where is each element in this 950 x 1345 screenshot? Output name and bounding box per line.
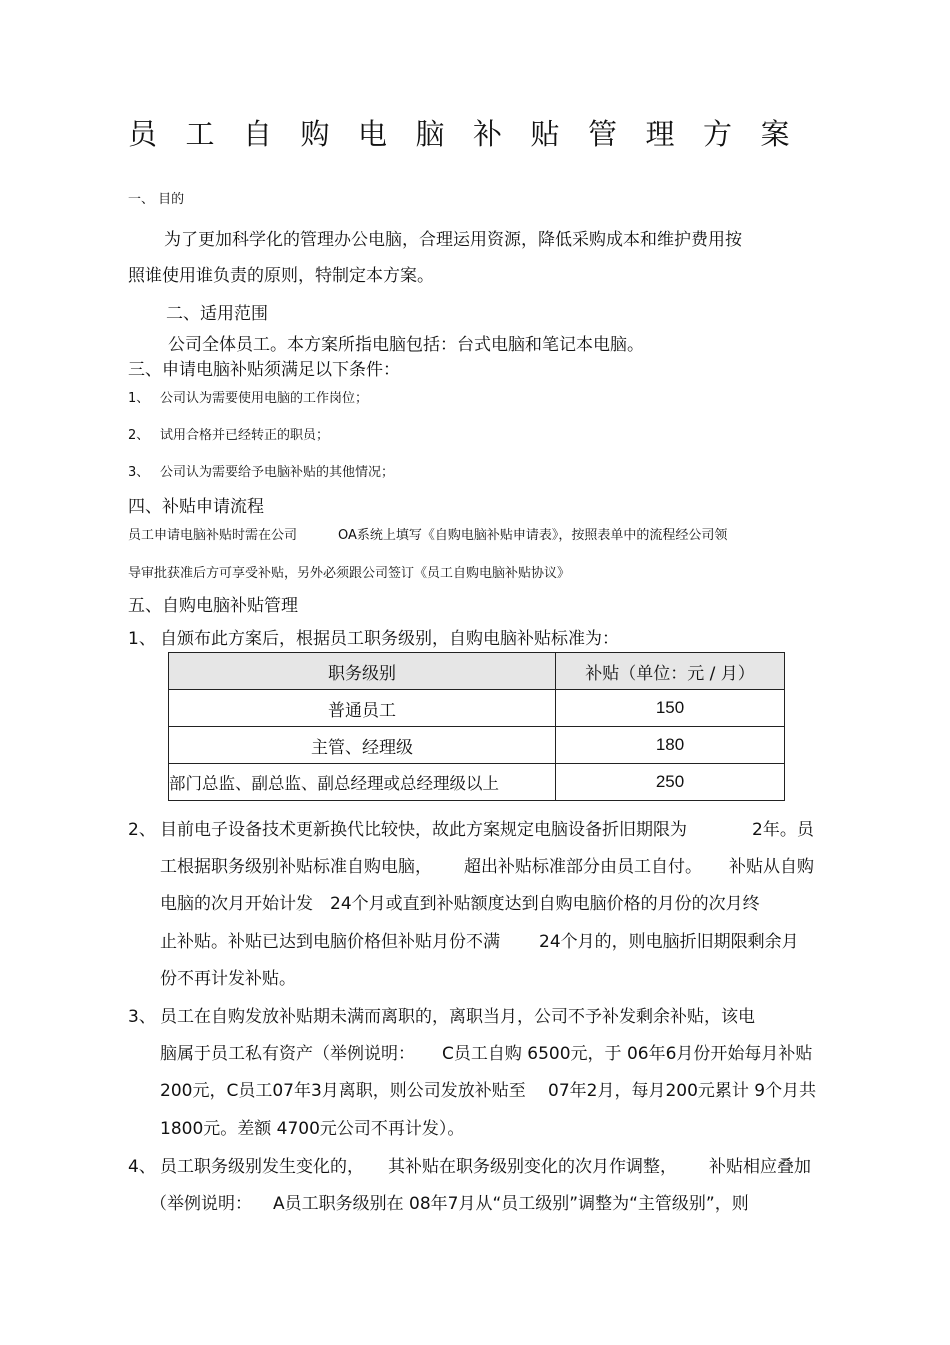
- section-2-heading: 二、适用范围: [166, 304, 268, 324]
- condition-2-number: 2、: [128, 428, 150, 443]
- item-3-line-2b: C员工自购 6500元，于 06年6月份开始每月补贴: [442, 1044, 813, 1064]
- header-cell-subsidy: 补贴（单位：元 / 月）: [556, 653, 785, 690]
- table-cell-level: 主管、经理级: [169, 727, 556, 764]
- item-2-line-4a: 止补贴。补贴已达到电脑价格但补贴月份不满: [160, 932, 500, 952]
- table-header-row: [169, 653, 785, 690]
- section-4-line-1b: OA系统上填写《自购电脑补贴申请表》，按照表单中的流程经公司领: [338, 528, 728, 543]
- section-1-heading: 一、 目的: [128, 192, 185, 207]
- item-2-line-3b: 24个月或直到补贴额度达到自购电脑价格的月份的次月终: [330, 894, 760, 914]
- page-title: 员工自购电脑补贴管理方案: [128, 117, 819, 151]
- condition-3-text: 公司认为需要给予电脑补贴的其他情况；: [160, 465, 395, 480]
- section-2-line-1: 公司全体员工。本方案所指电脑包括：台式电脑和笔记本电脑。: [168, 335, 644, 355]
- item-2-line-2c: 补贴从自购: [729, 857, 814, 877]
- section-4-line-2: 导审批获准后方可享受补贴，另外必须跟公司签订《员工自购电脑补贴协议》: [128, 566, 571, 581]
- subsidy-table: [168, 652, 785, 801]
- section-4-heading: 四、补贴申请流程: [128, 497, 264, 517]
- item-3-line-4: 1800元。差额 4700元公司不再计发）。: [160, 1119, 465, 1139]
- item-2-line-1b: 2年。员: [752, 820, 814, 840]
- table-row: [169, 764, 785, 801]
- item-4-line-1c: 补贴相应叠加: [709, 1157, 811, 1177]
- item-1-text: 自颁布此方案后，根据员工职务级别，自购电脑补贴标准为：: [160, 629, 619, 649]
- item-4-line-2b: A员工职务级别在 08年7月从“员工级别”调整为“主管级别”，则: [273, 1194, 749, 1214]
- section-3-heading: 三、申请电脑补贴须满足以下条件：: [128, 360, 400, 380]
- item-4-line-1b: 其补贴在职务级别变化的次月作调整，: [388, 1157, 677, 1177]
- item-4-number: 4、: [128, 1157, 156, 1177]
- condition-3-number: 3、: [128, 465, 150, 480]
- item-2-line-2a: 工根据职务级别补贴标准自购电脑，: [160, 857, 432, 877]
- item-3-number: 3、: [128, 1007, 156, 1027]
- condition-1-number: 1、: [128, 391, 150, 406]
- item-1-number: 1、: [128, 629, 156, 649]
- section-5-heading: 五、自购电脑补贴管理: [128, 596, 298, 616]
- header-cell-level: 职务级别: [169, 653, 556, 690]
- item-2-line-2b: 超出补贴标准部分由员工自付。: [464, 857, 702, 877]
- item-4-line-2a: （举例说明：: [150, 1194, 252, 1214]
- table-cell-amount: 150: [556, 690, 785, 727]
- item-2-line-3a: 电脑的次月开始计发: [160, 894, 313, 914]
- item-2-line-5: 份不再计发补贴。: [160, 969, 296, 989]
- item-3-line-2a: 脑属于员工私有资产（举例说明：: [160, 1044, 415, 1064]
- item-3-line-3b: 07年2月，每月200元累计 9个月共: [548, 1081, 817, 1101]
- table-cell-amount: 250: [556, 764, 785, 801]
- item-4-line-1a: 员工职务级别发生变化的，: [160, 1157, 364, 1177]
- table-cell-level: 普通员工: [169, 690, 556, 727]
- section-4-line-1a: 员工申请电脑补贴时需在公司: [128, 528, 298, 543]
- item-2-number: 2、: [128, 820, 156, 840]
- section-1-line-1: 为了更加科学化的管理办公电脑，合理运用资源，降低采购成本和维护费用按: [164, 230, 742, 250]
- condition-2-text: 试用合格并已经转正的职员；: [160, 428, 330, 443]
- table-cell-level: 部门总监、副总监、副总经理或总经理级以上: [169, 764, 556, 801]
- table-row: [169, 690, 785, 727]
- table-row: [169, 727, 785, 764]
- item-2-line-4b: 24个月的，则电脑折旧期限剩余月: [539, 932, 799, 952]
- section-1-line-2: 照谁使用谁负责的原则，特制定本方案。: [128, 266, 434, 286]
- condition-1-text: 公司认为需要使用电脑的工作岗位；: [160, 391, 369, 406]
- table-cell-amount: 180: [556, 727, 785, 764]
- item-3-line-1: 员工在自购发放补贴期未满而离职的，离职当月，公司不予补发剩余补贴，该电: [160, 1007, 755, 1027]
- item-3-line-3a: 200元，C员工07年3月离职，则公司发放补贴至: [160, 1081, 526, 1101]
- item-2-line-1a: 目前电子设备技术更新换代比较快，故此方案规定电脑设备折旧期限为: [160, 820, 687, 840]
